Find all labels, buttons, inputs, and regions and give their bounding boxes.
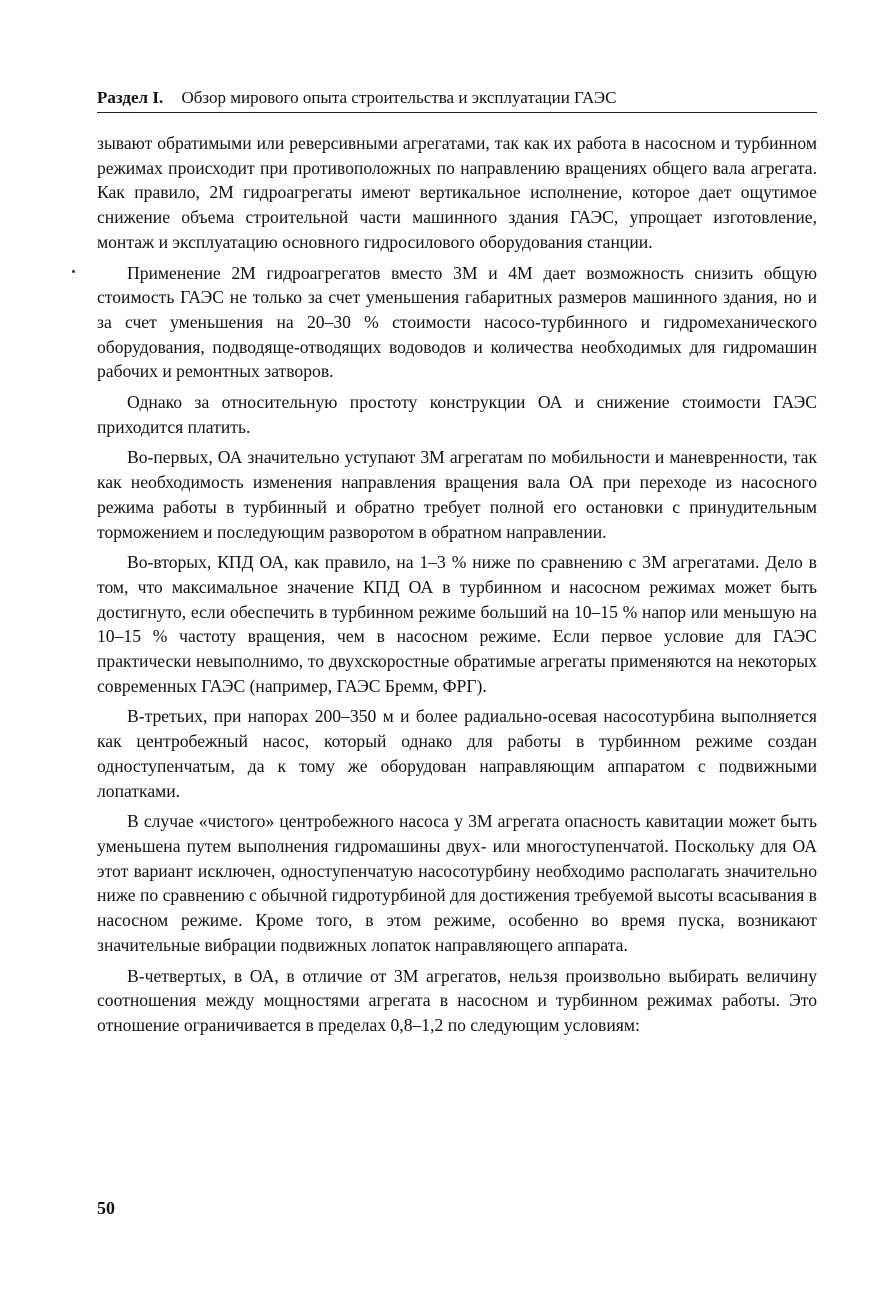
paragraph: Применение 2М гидроагрегатов вместо 3М и 4М дает возможность снизить общую стоимость ГАЭС не только за счет уменьшения габаритных размеров машинного здания, но и за счет уменьшения на 20–30 % стоимости насосо-турбинного и гидромеханического оборудования, подводяще-отводящих водоводов и количества необходимых для гидромашин рабочих и ремонтных затворов. (97, 262, 817, 382)
paragraph: В случае «чистого» центробежного насоса у 3М агрегата опасность кавитации может быть уменьшена путем выполнения гидромашины двух- или многоступенчатой. Поскольку для ОА этот вариант исключен, одноступенчатую насосотурбину необходимо располагать значительно ниже по сравнению с обычной гидротурбиной для достижения требуемой высоты всасывания в насосном режиме. Кроме того, в этом режиме, особенно во время пуска, возникают значительные вибрации подвижных лопаток направляющего аппарата. (97, 811, 817, 955)
paragraph: Во-первых, ОА значительно уступают 3М агрегатам по мобильности и маневренности, так как необходимость изменения направления вращения вала ОА при переходе из насосного режима работы в турбинный и обратно требует полной его остановки с принудительным торможением и последующим разворотом в обратном направлении. (97, 447, 817, 542)
paragraph-continued: зывают обратимыми или реверсивными агрегатами, так как их работа в насосном и турбинном режимах происходит при противоположных по направлению вращениях общего вала агрегата. Как правило, 2М гидроагрегаты имеют вертикальное исполнение, которое дает ощутимое снижение объема строительной части машинного здания ГАЭС, упрощает изготовление, монтаж и эксплуатацию основного гидросилового оборудования станции. (97, 133, 817, 252)
scan-speck (72, 270, 75, 273)
paragraph: В-четвертых, в ОА, в отличие от 3М агрегатов, нельзя произвольно выбирать величину соотношения между мощностями агрегата в насосном и турбинном режимах работы. Это отношение ограничивается в пределах 0,8–1,2 по следующим условиям: (97, 965, 817, 1035)
paragraph: Во-вторых, КПД ОА, как правило, на 1–3 % ниже по сравнению с 3М агрегатами. Дело в том, что максимальное значение КПД ОА в турбинном и насосном режимах может быть достигнуто, если обеспечить в турбинном режиме больший на 10–15 % напор или меньшую на 10–15 % частоту вращения, чем в насосном режиме. Если первое условие для ГАЭС практически невыполнимо, то двухскоростные обратимые агрегаты применяются на некоторых современных ГАЭС (например, ГАЭС Бремм, ФРГ). (97, 552, 817, 696)
paragraph: В-третьих, при напорах 200–350 м и более радиально-осевая насосотурбина выполняется как центробежный насос, который однако для работы в турбинном режиме создан одноступенчатым, да к тому же оборудован направляющим аппаратом с подвижными лопатками. (97, 706, 817, 801)
book-page (97, 86, 817, 1044)
chapter-title: Обзор мирового опыта строительства и эксплуатации ГАЭС (181, 88, 617, 107)
body-text (97, 131, 817, 1038)
section-label: Раздел I. (97, 88, 164, 107)
page-number: 50 (97, 1198, 115, 1218)
paragraph: Однако за относительную простоту конструкции ОА и снижение стоимости ГАЭС приходится платить. (97, 392, 817, 437)
running-header (97, 86, 817, 113)
